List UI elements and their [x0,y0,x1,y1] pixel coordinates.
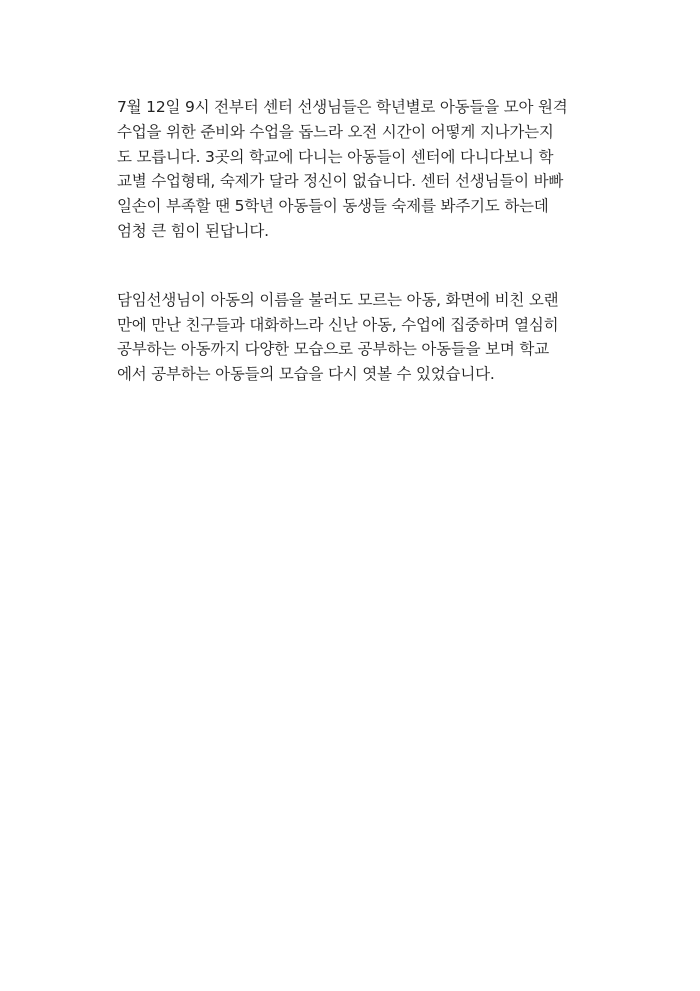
paragraph-1 [117,95,587,244]
paragraph-line: 공부하는 아동까지 다양한 모습으로 공부하는 아동들을 보며 학교 [117,340,549,359]
paragraph-line: 만에 만난 친구들과 대화하느라 신난 아동, 수업에 집중하며 열심히 [117,315,559,334]
paragraph-line: 수업을 위한 준비와 수업을 돕느라 오전 시간이 어떻게 지나가는지 [117,122,554,141]
document-body [117,95,587,387]
paragraph-2 [117,288,587,387]
paragraph-line: 일손이 부족할 땐 5학년 아동들이 동생들 숙제를 봐주기도 하는데 [117,197,549,216]
paragraph-line: 에서 공부하는 아동들의 모습을 다시 엿볼 수 있었습니다. [117,365,495,384]
paragraph-line: 도 모릅니다. 3곳의 학교에 다니는 아동들이 센터에 다니다보니 학 [117,147,554,166]
paragraph-line: 담임선생님이 아동의 이름을 불러도 모르는 아동, 화면에 비친 오랜 [117,290,559,309]
paragraph-line: 엄청 큰 힘이 된답니다. [117,221,269,240]
paragraph-line: 교별 수업형태, 숙제가 달라 정신이 없습니다. 센터 선생님들이 바빠 [117,172,564,191]
paragraph-line: 7월 12일 9시 전부터 센터 선생님들은 학년별로 아동들을 모아 원격 [117,98,568,116]
